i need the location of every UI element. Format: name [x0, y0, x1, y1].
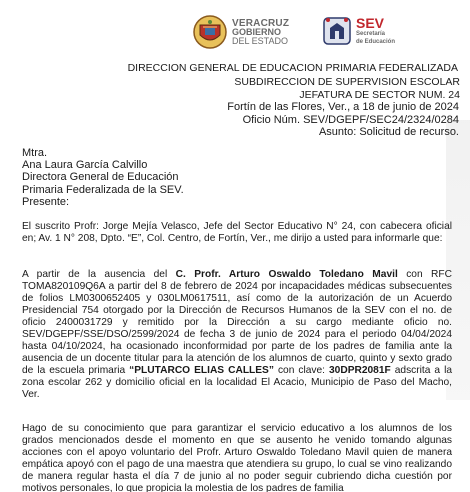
greeting: Presente:	[22, 195, 70, 208]
bleed-through-shadow	[446, 120, 470, 400]
letter-subject: Asunto: Solicitud de recurso.	[318, 126, 459, 138]
sev-emblem-icon	[322, 14, 352, 48]
sev-logo	[322, 14, 395, 48]
paragraph-actions: Hago de su conocimiento que para garantizar el servicio educativo a los alumnos de los grados mencionados desde el momento en que se ausento he venido tomando algunas acciones con el apoyo voluntario del Profr. Arturo Oswaldo Toledano Mavil quien de manera empática apoyó con el pago de una maestra que atendiera su grupo, lo cual se vino realizando de manera regular hasta el día 7 de junio al no poder seguir cubriendo dicha cuestión por motivos personales, lo que propicia la molestia de los padres de familia	[22, 423, 452, 492]
paragraph-absence	[22, 269, 452, 401]
office-number: Oficio Núm. SEV/DGEPF/SEC24/2324/0284	[242, 114, 459, 126]
school-name: “PLUTARCO ELIAS CALLES”	[129, 365, 274, 376]
veracruz-name: VERACRUZ	[232, 17, 290, 29]
paragraph-intro: El suscrito Profr: Jorge Mejía Velasco, Jefe del Sector Educativo N° 24, con cabecera oficial en; Av. 1 N° 208, Dpto. “E”, Col. Centro, de Fortín, Ver., me dirijo a usted para informarle que:	[22, 221, 452, 244]
school-key: 30DPR2081F	[329, 365, 391, 376]
addressee-block	[22, 147, 184, 208]
sev-name: SEV	[356, 15, 385, 31]
header-direction: DIRECCION GENERAL DE EDUCACION PRIMARIA FEDERALIZADA	[127, 62, 458, 74]
p2-text-b: con RFC TOMA820109Q6A a partir del 8 de febrero de 2024 por incapacidades médicas subsecuentes de folios LM0300652405 y 030LM0617511, así como de la autorización de un Acuerdo Presidencial 754 otorgado por la Dirección de Recursos Humanos de la SEV con el no. de oficio 2400031729 y remitido por la Dirección a su cargo mediante oficio no. SEV/DGEPF/SSE/DSO/2599/2024 de fecha 3 de junio de 2024 para el periodo 04/04/2024 hasta 04/10/2024, ha ocasionado inconformidad por parte de los padres de familia ante la ausencia de un docente titular para la atención de los alumnos de cuarto, quinto y sexto grado de la escuela primaria	[22, 269, 452, 376]
addressee-title: Mtra.	[22, 147, 48, 159]
letter-date: Fortín de las Flores, Ver., a 18 de junio de 2024	[227, 101, 459, 113]
p2-text-c: con clave:	[273, 365, 329, 376]
header-sector: JEFATURA DE SECTOR NUM. 24	[299, 89, 460, 101]
veracruz-logo	[193, 15, 289, 49]
p2-text-d: adscrita a la zona escolar 262 y domicilio oficial en la localidad El Acacio, Municipio de Paso del Macho, Ver.	[22, 365, 452, 400]
addressee-role: Directora General de Educación	[22, 171, 179, 184]
sev-line1: Secretaría	[356, 31, 386, 37]
addressee-name: Ana Laura García Calvillo	[22, 159, 148, 172]
p2-text-a: A partir de la ausencia del	[22, 269, 176, 280]
veracruz-line3: DEL ESTADO	[232, 35, 289, 46]
sev-line2: de Educación	[356, 39, 396, 45]
header-subdirection: SUBDIRECCION DE SUPERVISION ESCOLAR	[234, 76, 460, 88]
veracruz-crest-icon	[193, 15, 227, 49]
addressee-org: Primaria Federalizada de la SEV.	[22, 183, 184, 196]
teacher-name: C. Profr. Arturo Oswaldo Toledano Mavil	[175, 269, 398, 280]
veracruz-line2: GOBIERNO	[232, 26, 282, 37]
